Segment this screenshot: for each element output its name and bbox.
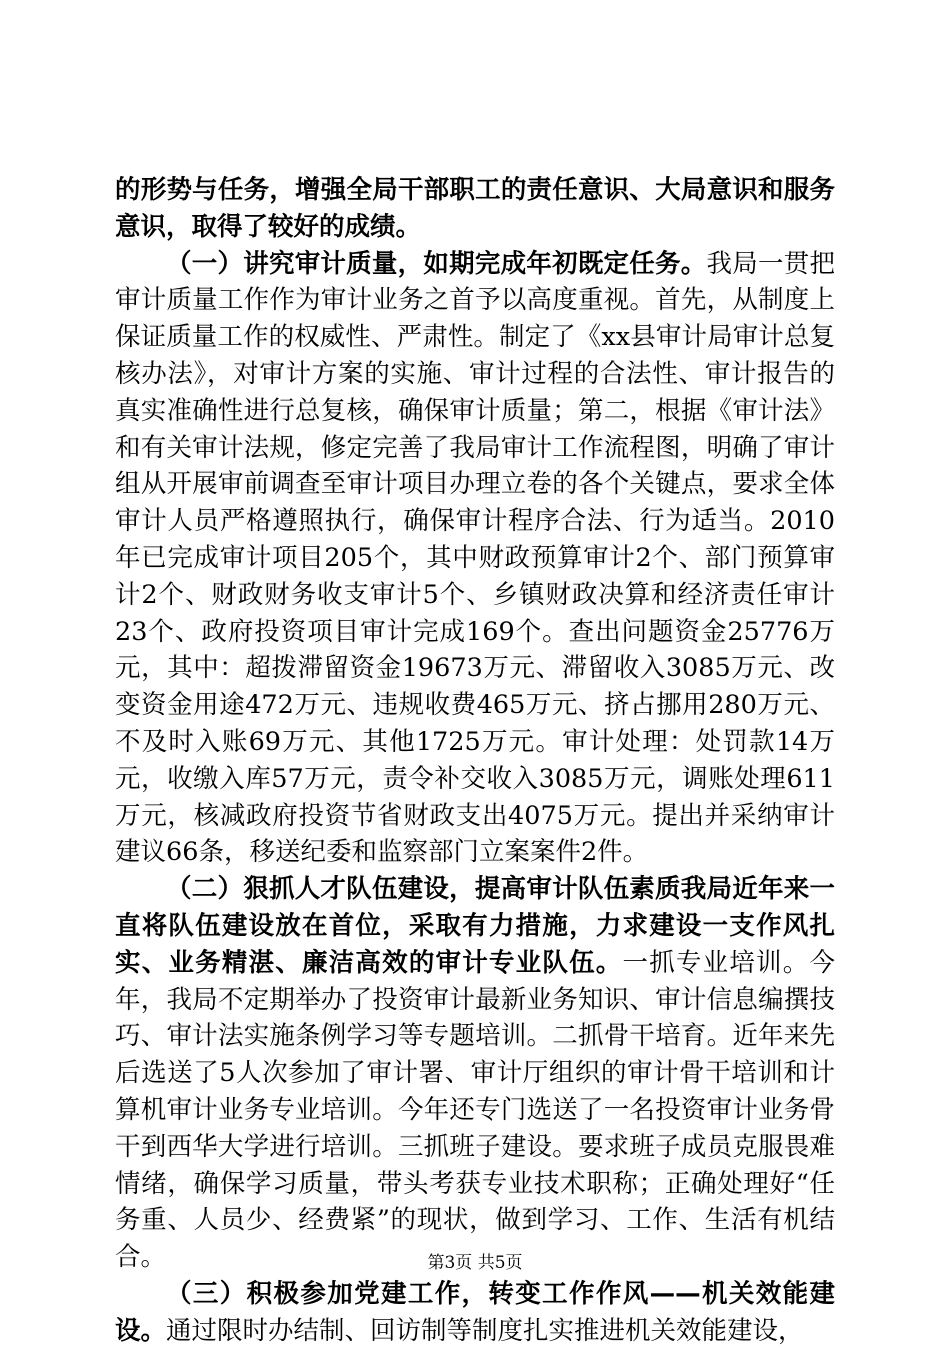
paragraph-2 bbox=[115, 246, 835, 872]
paragraph-4-text: 通过限时办结制、回访制等制度扎实推进机关效能建设， bbox=[166, 1315, 804, 1346]
paragraph-1-bold-text: 的形势与任务，增强全局干部职工的责任意识、大局意识和服务意识，取得了较好的成绩。 bbox=[115, 175, 835, 242]
document-body bbox=[115, 172, 835, 1350]
paragraph-1 bbox=[115, 172, 835, 246]
paragraph-2-text: 我局一贯把审计质量工作作为审计业务之首予以高度重视。首先，从制度上保证质量工作的权威性、严肃性。制定了《xx县审计局审计总复核办法》，对审计方案的实施、审计过程的合法性、审计报告的真实准确性进行总复核，确保审计质量；第二，根据《审计法》和有关审计法规，修定完善了我局审计工作流程图，明确了审计组从开展审前调查至审计项目办理立卷的各个关键点，要求全体审计人员严格遵照执行，确保审计程序合法、行为适当。2010年已完成审计项目205个，其中财政预算审计2个、部门预算审计2个、财政财务收支审计5个、乡镇财政决算和经济责任审计23个、政府投资项目审计完成169个。查出问题资金25776万元，其中：超拨滞留资金19673万元、滞留收入3085万元、改变资金用途472万元、违规收费465万元、挤占挪用280万元、不及时入账69万元、其他1725万元。审计处理：处罚款14万元，收缴入库57万元，责令补交收入3085万元，调账处理611万元，核减政府投资节省财政支出4075万元。提出并采纳审计建议66条，移送纪委和监察部门立案案件2件。 bbox=[115, 248, 835, 868]
paragraph-4 bbox=[115, 1276, 835, 1350]
paragraph-3 bbox=[115, 871, 835, 1276]
paragraph-2-heading: （一）讲究审计质量，如期完成年初既定任务。 bbox=[166, 248, 707, 279]
paragraph-4-heading: （三）积极参加党建工作，转变工作作风——机关效能建设。 bbox=[115, 1278, 835, 1346]
page-footer: 第3页 共5页 bbox=[427, 1253, 523, 1273]
paragraph-3-text: 一抓专业培训。今年，我局不定期举办了投资审计最新业务知识、审计信息编撰技巧、审计法实施条例学习等专题培训。二抓骨干培育。近年来先后选送了5人次参加了审计署、审计厅组织的审计骨干培训和计算机审计业务专业培训。今年还专门选送了一名投资审计业务骨干到西华大学进行培训。三抓班子建设。要求班子成员克服畏难情绪，确保学习质量，带头考获专业技术职称；正确处理好“任务重、人员少、经费紧”的现状，做到学习、工作、生活有机结合。 bbox=[115, 947, 835, 1273]
paragraph-3-heading: （二）狠抓人才队伍建设，提高审计队伍素质我局近年来一直将队伍建设放在首位，采取有力措施，力求建设一支作风扎实、业务精湛、廉洁高效的审计专业队伍。 bbox=[115, 874, 835, 978]
